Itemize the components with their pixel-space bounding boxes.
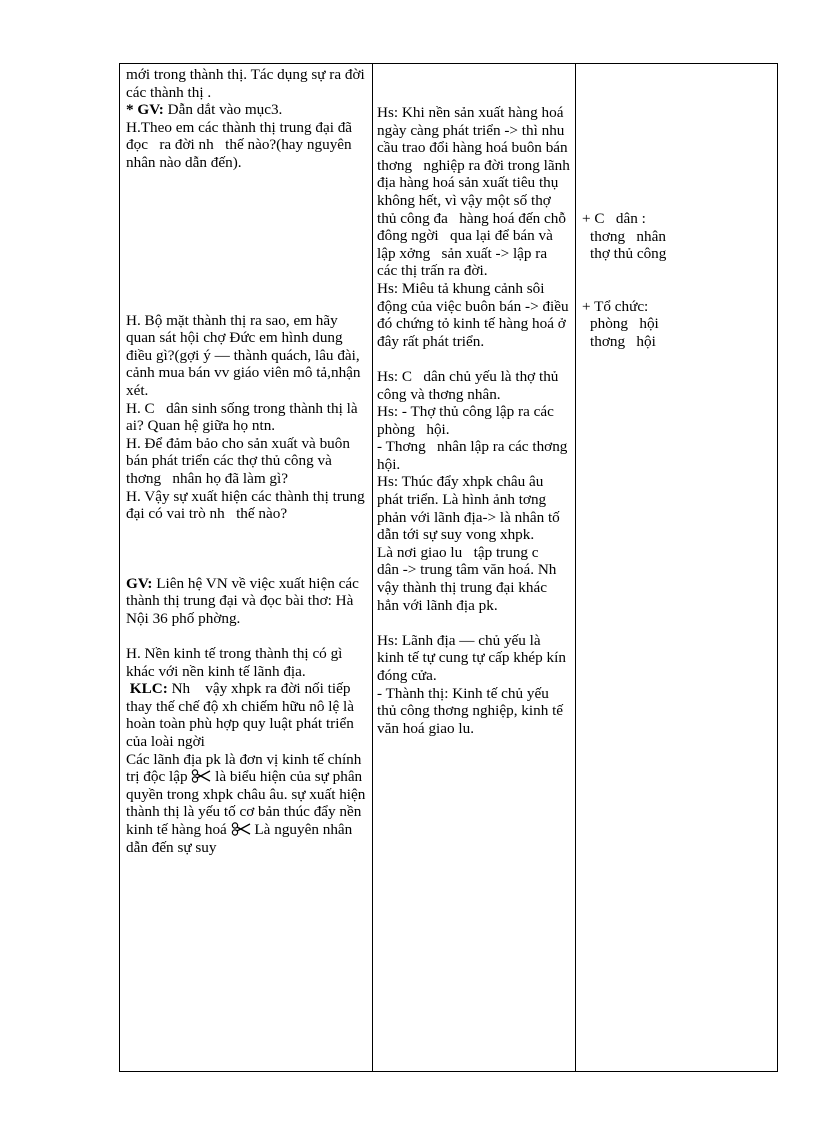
answer-9: - Thành thị: Kinh tế chủ yếu thủ công thơng nghiệp, kinh tế văn hoá giao lu. xyxy=(377,684,567,737)
question-4: H. Để đảm bảo cho sản xuất và buôn bán phát triển các thợ thủ công và thơng nhân họ đã làm gì? xyxy=(126,434,354,487)
summary-part-3: Là nguyên nhân dẫn đến sự suy xyxy=(126,821,357,856)
note-merchants: thơng nhân xyxy=(590,227,666,245)
answer-2: Hs: Miêu tả khung cảnh sôi động của việc buôn bán -> điều đó chứng tỏ kinh tế hàng hoá ở đây rất phát triển. xyxy=(377,279,573,350)
question-3: H. C dân sinh sống trong thành thị là ai? Quan hệ giữa họ ntn. xyxy=(126,399,362,435)
answer-3: Hs: C dân chủ yếu là thợ thủ công và thơng nhân. xyxy=(377,367,563,403)
gv-note-text: Liên hệ VN về việc xuất hiện các thành thị trung đại và đọc bài thơ: Hà Nội 36 phố phờng. xyxy=(126,574,363,627)
answer-8: Hs: Lãnh địa — chủ yếu là kinh tế tự cung tự cấp khép kín đóng cửa. xyxy=(377,631,570,684)
question-1: H.Theo em các thành thị trung đại đã đọc ra đời nh thế nào?(hay nguyên nhân nào dẫn đến). xyxy=(126,118,356,171)
lesson-row xyxy=(120,64,778,1072)
question-2: H. Bộ mặt thành thị ra sao, em hãy quan sát hội chợ Đức em hình dung điều gì?(gợi ý — thành quách, lâu đài, cảnh mua bán vv giáo viên mô tả,nhận xét. xyxy=(126,311,365,399)
answer-7: Là nơi giao lu tập trung c dân -> trung tâm văn hoá. Nh vậy thành thị trung đại khác hẳn với lãnh địa pk. xyxy=(377,543,572,614)
gv-note xyxy=(126,575,368,628)
gv-instruction-text: Dẫn dắt vào mục3. xyxy=(163,101,283,119)
question-6: H. Nền kinh tế trong thành thị có gì khác với nền kinh tế lãnh địa. xyxy=(126,645,347,680)
question-5: H. Vậy sự xuất hiện các thành thị trung đại có vai trò nh thế nào? xyxy=(126,487,369,523)
gv-note-label: GV: xyxy=(126,574,153,592)
answer-5: - Thơng nhân lập ra các thơng hội. xyxy=(377,438,579,473)
answer-4: Hs: - Thợ thủ công lập ra các phòng hội. xyxy=(377,403,558,438)
klc-label: KLC: xyxy=(129,680,168,698)
answer-1: Hs: Khi nền sản xuất hàng hoá ngày càng phát triển -> thì nhu cầu trao đổi hàng hoá buôn bán thơng nghiệp ra đời trong lãnh địa hàng hoá sản xuất tiêu thụ không hết, vì vậy một số thợ thủ công đa hàng hoá đến chỗ đông ngời qua lại để bán và lập xởng sản xuất -> lập ra các thị trấn ra đời. xyxy=(377,104,574,280)
gv-label: * GV: xyxy=(126,101,164,119)
note-guilds: phòng hội xyxy=(590,315,659,333)
scissors-icon xyxy=(231,822,251,836)
conclusion-text: Nh vậy xhpk ra đời nối tiếp thay thế chế độ xh chiếm hữu nô lệ là hoàn toàn phù hợp quy luật phát triển của loài ngời xyxy=(126,680,358,751)
notes-column xyxy=(576,64,778,1072)
note-organization: + Tổ chức: xyxy=(582,297,649,315)
summary-paragraph xyxy=(126,751,368,857)
conclusion xyxy=(126,680,368,750)
note-residents: + C dân : xyxy=(582,210,646,227)
summary-part-1: Các lãnh địa pk là đơn vị kinh tế chính trị độc lập xyxy=(126,750,366,786)
gv-instruction xyxy=(126,101,368,119)
scissors-icon xyxy=(191,769,211,783)
note-artisans: thợ thủ công xyxy=(590,245,667,263)
answer-6: Hs: Thúc đẩy xhpk châu âu phát triển. Là hình ảnh tơng phản với lãnh địa-> là nhân tố dẫn tới sự suy vong xhpk. xyxy=(377,473,564,544)
summary-part-2: là biểu hiện của sự phân quyền trong xhpk châu âu. sự xuất hiện thành thị là yếu tố cơ bản thúc đẩy nền kinh tế hàng hoá xyxy=(126,768,370,838)
note-merchant-guilds: thơng hội xyxy=(590,332,656,350)
student-answer-column xyxy=(373,64,579,1072)
lesson-table xyxy=(119,63,778,1072)
intro-text: mới trong thành thị. Tác dụng sự ra đời các thành thị . xyxy=(126,66,369,101)
teacher-question-column xyxy=(120,64,373,1072)
